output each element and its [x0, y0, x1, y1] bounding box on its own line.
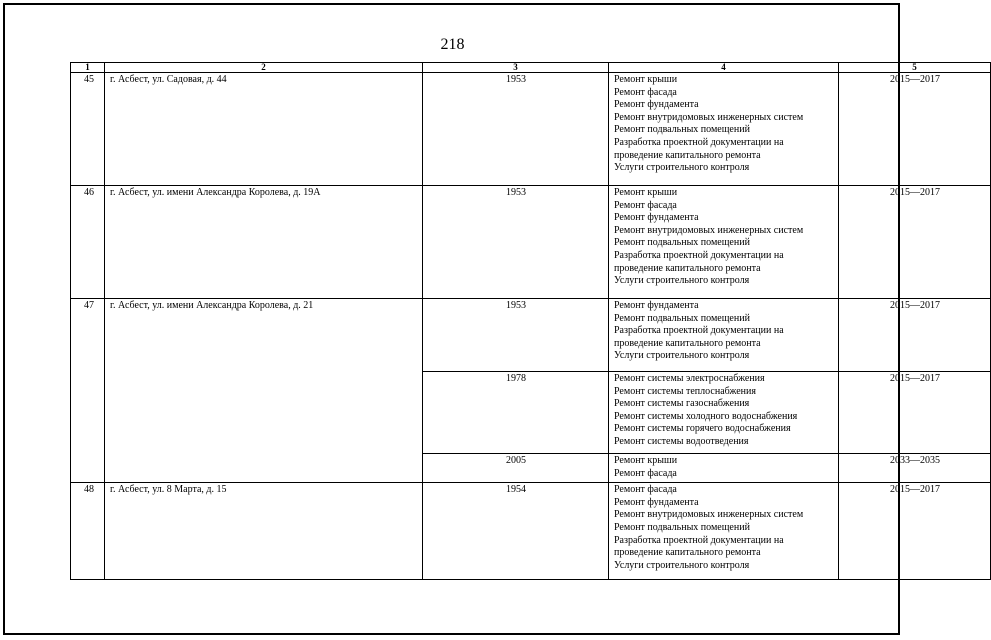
repair-work-item: Разработка проектной документации на: [614, 136, 784, 148]
column-header: 5: [839, 63, 991, 73]
repair-work-item: проведение капитального ремонта: [614, 262, 761, 274]
repair-work-item: Ремонт системы водоотведения: [614, 435, 749, 447]
repair-work-item: Ремонт подвальных помещений: [614, 124, 750, 136]
repair-work-item: Ремонт фундамента: [614, 300, 699, 311]
repair-work-item: Ремонт внутридомовых инженерных систем: [614, 509, 804, 521]
repair-work-item: Ремонт фундамента: [614, 496, 699, 508]
row-number: 48: [71, 483, 105, 580]
repair-work-item: Ремонт фундамента: [614, 99, 699, 111]
repair-work-item: Ремонт фасада: [614, 199, 677, 211]
repair-year: 2005: [423, 454, 609, 483]
repair-work-item: Разработка проектной документации на: [614, 249, 784, 261]
repair-year: 1953: [423, 186, 609, 299]
repair-year: 1978: [423, 372, 609, 454]
repair-work-item: Ремонт фундамента: [614, 212, 699, 224]
repair-work-item: Ремонт фасада: [614, 484, 677, 496]
repair-work-item: Ремонт подвальных помещений: [614, 521, 750, 533]
repair-works: [609, 483, 839, 580]
repair-work-item: Ремонт внутридомовых инженерных систем: [614, 224, 804, 236]
repair-period: 2015—2017: [839, 299, 991, 372]
table-row: [71, 73, 991, 186]
repair-work-item: проведение капитального ремонта: [614, 337, 761, 349]
building-address: г. Асбест, ул. имени Александра Королева, д. 21: [105, 299, 423, 483]
repair-work-item: Разработка проектной документации на: [614, 534, 784, 546]
repair-year: 1954: [423, 483, 609, 580]
repair-work-item: Ремонт системы теплоснабжения: [614, 385, 756, 397]
repair-schedule-table: [70, 62, 991, 580]
repair-work-item: Ремонт внутридомовых инженерных систем: [614, 111, 804, 123]
repair-period: 2033—2035: [839, 454, 991, 483]
row-number: 47: [71, 299, 105, 483]
column-header: 3: [423, 63, 609, 73]
repair-work-item: Услуги строительного контроля: [614, 275, 750, 287]
repair-year: 1953: [423, 299, 609, 372]
column-header: 1: [71, 63, 105, 73]
repair-work-item: Ремонт подвальных помещений: [614, 312, 750, 324]
table-body: [71, 73, 991, 580]
repair-period: 2015—2017: [839, 372, 991, 454]
repair-work-item: Услуги строительного контроля: [614, 350, 750, 362]
repair-work-item: Ремонт системы холодного водоснабжения: [614, 410, 798, 422]
repair-works: [609, 73, 839, 186]
building-address: г. Асбест, ул. Садовая, д. 44: [105, 73, 423, 186]
repair-work-item: Ремонт системы электроснабжения: [614, 373, 765, 384]
page-number: 218: [440, 36, 465, 53]
repair-work-item: Услуги строительного контроля: [614, 162, 750, 174]
repair-works: [609, 454, 839, 483]
table-row: [71, 483, 991, 580]
repair-work-item: Ремонт системы горячего водоснабжения: [614, 423, 791, 435]
column-header: 2: [105, 63, 423, 73]
repair-works: [609, 299, 839, 372]
repair-work-item: Ремонт системы газоснабжения: [614, 398, 750, 410]
table-row: [71, 186, 991, 299]
table-header-row: [71, 63, 991, 73]
building-address: г. Асбест, ул. имени Александра Королева, д. 19А: [105, 186, 423, 299]
row-number: 45: [71, 73, 105, 186]
repair-works: [609, 372, 839, 454]
repair-work-item: Ремонт фасада: [614, 86, 677, 98]
repair-work-item: Услуги строительного контроля: [614, 559, 750, 571]
repair-year: 1953: [423, 73, 609, 186]
column-header: 4: [609, 63, 839, 73]
repair-work-item: Ремонт крыши: [614, 455, 678, 466]
repair-work-item: Ремонт подвальных помещений: [614, 237, 750, 249]
row-number: 46: [71, 186, 105, 299]
repair-work-item: Разработка проектной документации на: [614, 325, 784, 337]
table-row: [71, 299, 991, 372]
repair-work-item: Ремонт фасада: [614, 467, 677, 479]
repair-work-item: Ремонт крыши: [614, 187, 678, 198]
building-address: г. Асбест, ул. 8 Марта, д. 15: [105, 483, 423, 580]
repair-work-item: проведение капитального ремонта: [614, 149, 761, 161]
repair-work-item: проведение капитального ремонта: [614, 547, 761, 559]
repair-period: 2015—2017: [839, 483, 991, 580]
repair-period: 2015—2017: [839, 73, 991, 186]
repair-period: 2015—2017: [839, 186, 991, 299]
repair-work-item: Ремонт крыши: [614, 74, 678, 85]
repair-works: [609, 186, 839, 299]
